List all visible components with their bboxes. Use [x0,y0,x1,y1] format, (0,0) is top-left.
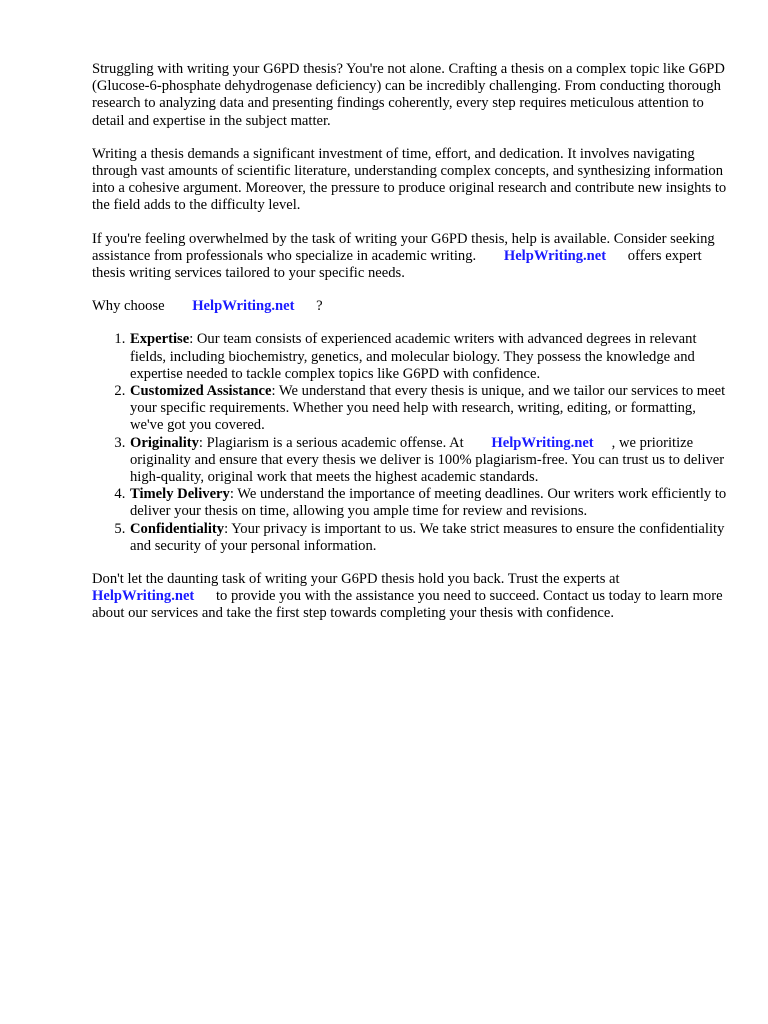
list-item-confidentiality [129,521,732,555]
intro-paragraph [92,61,732,130]
challenge-text: Writing a thesis demands a significant investment of time, effort, and dedication. It involves navigating through vast amounts of scientific literature, understanding complex concepts, and synthesizing information into a cohesive argument. Moreover, the pressure to produce original research and contribute new insights to the field adds to the difficulty level. [92,145,727,214]
desc-originality-before: : Plagiarism is a serious academic offense. At [198,434,464,451]
list-item-customized-assistance [129,383,732,435]
why-choose-text: Why choose [92,298,165,315]
benefits-list [92,331,732,555]
helpwriting-link-2[interactable]: HelpWriting.net [192,298,295,315]
term-originality: Originality [130,434,199,451]
document-body [92,61,732,639]
term-confidentiality: Confidentiality [130,520,225,537]
closing-text-before: Don't let the daunting task of writing your G6PD thesis hold you back. Trust the experts at [92,571,620,588]
desc-originality-after: , we prioritize originality and ensure that every thesis we deliver is 100% plagiarism-free. You can trust us to deliver high-quality, original work that meets the highest academic standards. [130,434,725,486]
term-expertise: Expertise [130,331,190,348]
help-paragraph [92,231,732,283]
desc-customized-assistance: : We understand that every thesis is unique, and we tailor our services to meet your specific requirements. Whether you need help with research, writing, editing, or formatting, we've got you covered. [130,383,726,434]
closing-paragraph [92,571,732,623]
help-text-after: offers expert thesis writing services tailored to your specific needs. [92,247,702,282]
help-text-before: If you're feeling overwhelmed by the task of writing your G6PD thesis, help is available. Consider seeking assistance from professionals who specialize in academic writing. [92,230,715,264]
list-item-originality [129,435,732,487]
term-customized-assistance: Customized Assistance [130,383,272,400]
why-choose-question-mark: ? [316,298,323,315]
term-timely-delivery: Timely Delivery [130,486,230,503]
helpwriting-link-4[interactable]: HelpWriting.net [92,588,195,605]
closing-text-after: to provide you with the assistance you need to succeed. Contact us today to learn more about our services and take the first step towards completing your thesis with confidence. [92,588,723,622]
helpwriting-link-3[interactable]: HelpWriting.net [491,434,594,451]
challenge-paragraph [92,146,732,215]
desc-timely-delivery: : We understand the importance of meeting deadlines. Our writers work efficiently to deliver your thesis on time, allowing you ample time for review and revisions. [130,486,727,520]
desc-expertise: : Our team consists of experienced academic writers with advanced degrees in relevant fields, including biochemistry, genetics, and molecular biology. They possess the knowledge and expertise needed to tackle complex topics like G6PD with confidence. [130,331,697,382]
list-item-timely-delivery [129,486,732,520]
list-item-expertise [129,331,732,383]
intro-text: Struggling with writing your G6PD thesis? You're not alone. Crafting a thesis on a complex topic like G6PD (Glucose-6-phosphate dehydrogenase deficiency) can be incredibly challenging. From conducting thorough research to analyzing data and presenting findings coherently, every step requires meticulous attention to detail and expertise in the subject matter. [92,61,725,129]
desc-confidentiality: : Your privacy is important to us. We take strict measures to ensure the confidentiality and security of your personal information. [130,520,725,554]
why-choose-heading [92,298,732,315]
helpwriting-link-1[interactable]: HelpWriting.net [503,247,607,264]
